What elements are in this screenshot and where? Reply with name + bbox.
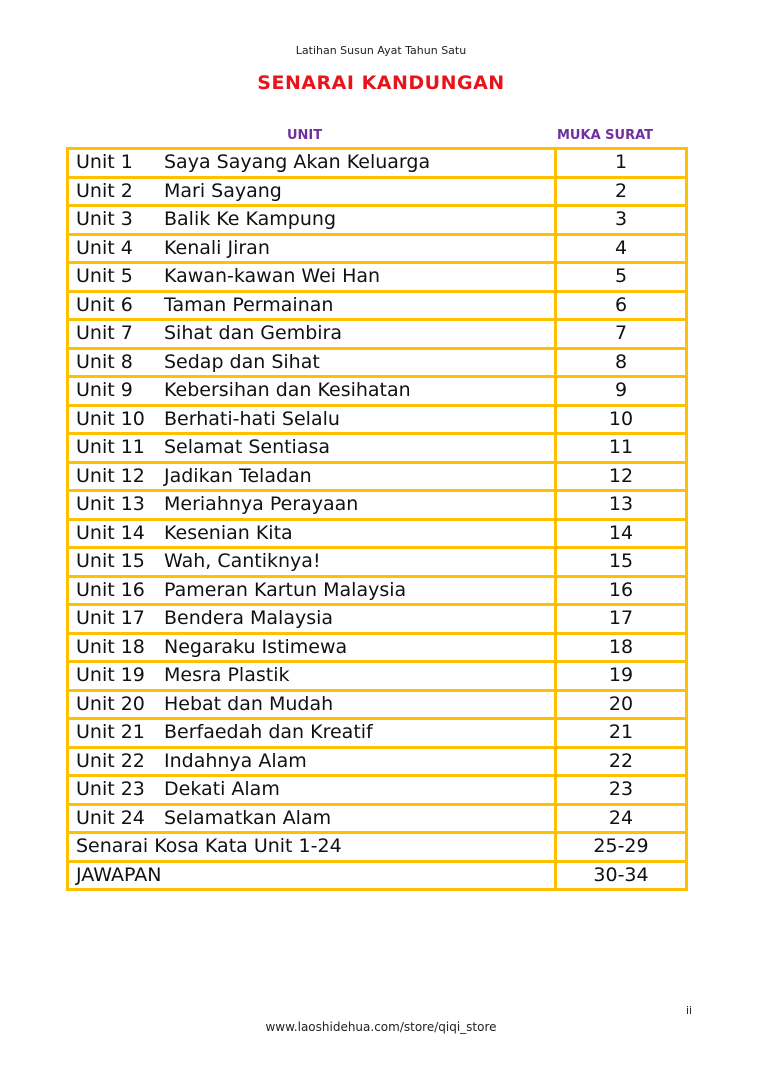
unit-topic: Selamat Sentiasa <box>164 436 331 459</box>
contents-row <box>68 662 687 691</box>
unit-cell <box>68 206 556 235</box>
page-cell: 25-29 <box>556 833 687 862</box>
section-label: Senarai Kosa Kata Unit 1-24 <box>68 833 556 862</box>
unit-number: Unit 16 <box>76 578 145 601</box>
contents-row <box>68 605 687 634</box>
unit-cell <box>68 491 556 520</box>
contents-row <box>68 833 687 862</box>
unit-number: Unit 20 <box>76 692 145 715</box>
document-header: Latihan Susun Ayat Tahun Satu <box>295 44 467 57</box>
contents-row <box>68 719 687 748</box>
unit-cell <box>68 576 556 605</box>
unit-cell <box>68 263 556 292</box>
unit-cell <box>68 633 556 662</box>
unit-number: Unit 23 <box>76 778 145 801</box>
page-cell: 2 <box>556 177 687 206</box>
unit-topic: Berfaedah dan Kreatif <box>164 721 373 744</box>
unit-number: Unit 9 <box>76 379 133 402</box>
page-cell: 24 <box>556 804 687 833</box>
unit-topic: Kawan-kawan Wei Han <box>164 265 381 288</box>
unit-number: Unit 4 <box>76 236 133 259</box>
contents-row <box>68 548 687 577</box>
unit-cell <box>68 605 556 634</box>
unit-number: Unit 7 <box>76 322 133 345</box>
page-cell: 30-34 <box>556 861 687 890</box>
unit-topic: Kebersihan dan Kesihatan <box>164 379 411 402</box>
page-cell: 22 <box>556 747 687 776</box>
unit-cell <box>68 690 556 719</box>
page-cell: 15 <box>556 548 687 577</box>
contents-row <box>68 149 687 178</box>
page-cell: 14 <box>556 519 687 548</box>
unit-cell <box>68 747 556 776</box>
page-cell: 7 <box>556 320 687 349</box>
unit-number: Unit 2 <box>76 179 133 202</box>
unit-number: Unit 18 <box>76 635 145 658</box>
unit-topic: Balik Ke Kampung <box>164 208 337 231</box>
contents-row <box>68 861 687 890</box>
unit-topic: Berhati-hati Selalu <box>164 407 340 430</box>
contents-table-body <box>68 149 687 890</box>
page-cell: 18 <box>556 633 687 662</box>
unit-number: Unit 17 <box>76 607 145 630</box>
unit-topic: Mesra Plastik <box>164 664 290 687</box>
page-cell: 13 <box>556 491 687 520</box>
column-header-page: MUKA SURAT <box>557 128 654 143</box>
contents-row <box>68 491 687 520</box>
unit-cell <box>68 434 556 463</box>
page-cell: 19 <box>556 662 687 691</box>
unit-cell <box>68 548 556 577</box>
unit-number: Unit 12 <box>76 464 145 487</box>
unit-cell <box>68 348 556 377</box>
page-cell: 11 <box>556 434 687 463</box>
unit-cell <box>68 519 556 548</box>
unit-topic: Jadikan Teladan <box>164 464 312 487</box>
unit-number: Unit 14 <box>76 521 145 544</box>
unit-number: Unit 6 <box>76 293 133 316</box>
page-title: SENARAI KANDUNGAN <box>257 72 505 94</box>
unit-cell <box>68 662 556 691</box>
page-cell: 5 <box>556 263 687 292</box>
contents-row <box>68 804 687 833</box>
unit-cell <box>68 377 556 406</box>
page-cell: 3 <box>556 206 687 235</box>
contents-table <box>66 147 688 891</box>
unit-topic: Wah, Cantiknya! <box>164 550 321 573</box>
unit-cell <box>68 320 556 349</box>
unit-topic: Mari Sayang <box>164 179 282 202</box>
contents-row <box>68 519 687 548</box>
page-number: ii <box>686 1004 693 1017</box>
page-cell: 1 <box>556 149 687 178</box>
unit-topic: Selamatkan Alam <box>164 806 332 829</box>
unit-cell <box>68 149 556 178</box>
contents-row <box>68 348 687 377</box>
contents-row <box>68 320 687 349</box>
contents-row <box>68 405 687 434</box>
unit-number: Unit 1 <box>76 151 133 174</box>
page-cell: 9 <box>556 377 687 406</box>
contents-row <box>68 633 687 662</box>
page-cell: 6 <box>556 291 687 320</box>
page-cell: 10 <box>556 405 687 434</box>
unit-cell <box>68 177 556 206</box>
unit-cell <box>68 776 556 805</box>
unit-number: Unit 15 <box>76 550 145 573</box>
page-cell: 17 <box>556 605 687 634</box>
unit-number: Unit 13 <box>76 493 145 516</box>
contents-row <box>68 747 687 776</box>
unit-number: Unit 11 <box>76 436 145 459</box>
unit-cell <box>68 291 556 320</box>
unit-cell <box>68 234 556 263</box>
unit-topic: Bendera Malaysia <box>164 607 334 630</box>
unit-topic: Hebat dan Mudah <box>164 692 334 715</box>
contents-row <box>68 177 687 206</box>
unit-number: Unit 10 <box>76 407 145 430</box>
contents-row <box>68 234 687 263</box>
page-cell: 12 <box>556 462 687 491</box>
section-label: JAWAPAN <box>68 861 556 890</box>
page-cell: 21 <box>556 719 687 748</box>
unit-number: Unit 22 <box>76 749 145 772</box>
unit-number: Unit 19 <box>76 664 145 687</box>
page-cell: 20 <box>556 690 687 719</box>
contents-row <box>68 434 687 463</box>
unit-cell <box>68 804 556 833</box>
unit-cell <box>68 719 556 748</box>
unit-number: Unit 3 <box>76 208 133 231</box>
contents-row <box>68 690 687 719</box>
unit-topic: Sedap dan Sihat <box>164 350 320 373</box>
contents-row <box>68 576 687 605</box>
unit-topic: Indahnya Alam <box>164 749 307 772</box>
unit-number: Unit 8 <box>76 350 133 373</box>
contents-row <box>68 462 687 491</box>
unit-cell <box>68 405 556 434</box>
contents-row <box>68 263 687 292</box>
unit-topic: Kenali Jiran <box>164 236 270 259</box>
page-cell: 23 <box>556 776 687 805</box>
unit-number: Unit 24 <box>76 806 145 829</box>
footer-url: www.laoshidehua.com/store/qiqi_store <box>265 1020 497 1034</box>
unit-topic: Pameran Kartun Malaysia <box>164 578 407 601</box>
column-header-unit: UNIT <box>287 128 323 143</box>
unit-topic: Kesenian Kita <box>164 521 293 544</box>
contents-row <box>68 377 687 406</box>
page-cell: 16 <box>556 576 687 605</box>
unit-number: Unit 5 <box>76 265 133 288</box>
unit-topic: Meriahnya Perayaan <box>164 493 359 516</box>
unit-topic: Saya Sayang Akan Keluarga <box>164 151 431 174</box>
contents-row <box>68 776 687 805</box>
unit-topic: Negaraku Istimewa <box>164 635 348 658</box>
unit-cell <box>68 462 556 491</box>
contents-row <box>68 206 687 235</box>
unit-topic: Taman Permainan <box>164 293 334 316</box>
page-cell: 8 <box>556 348 687 377</box>
contents-row <box>68 291 687 320</box>
page-cell: 4 <box>556 234 687 263</box>
unit-topic: Sihat dan Gembira <box>164 322 343 345</box>
unit-number: Unit 21 <box>76 721 145 744</box>
unit-topic: Dekati Alam <box>164 778 280 801</box>
